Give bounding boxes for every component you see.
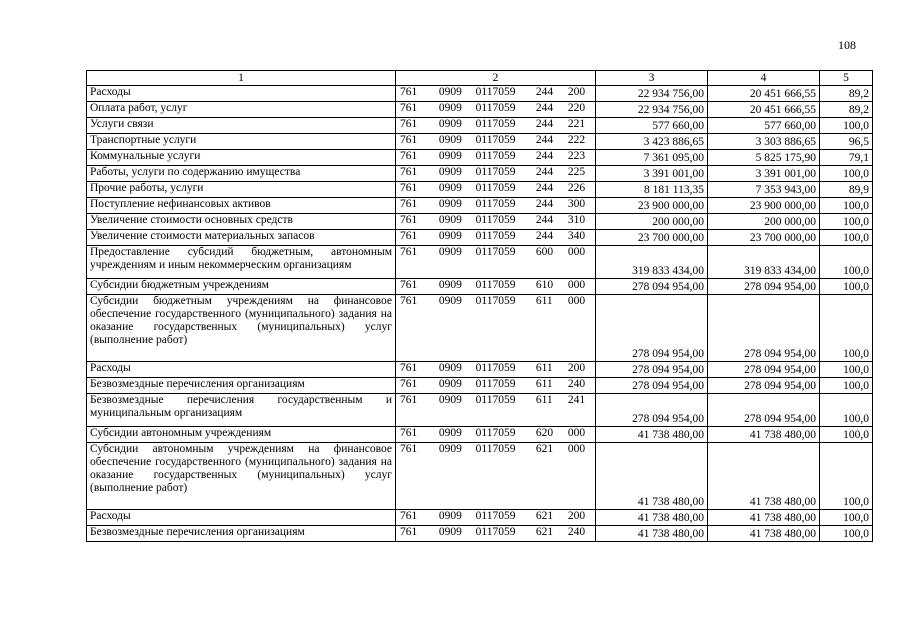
budget-codes-cell xyxy=(396,510,596,526)
budget-codes-cell xyxy=(396,246,596,279)
plan-amount: 319 833 434,00 xyxy=(596,246,708,279)
plan-amount: 278 094 954,00 xyxy=(596,295,708,362)
execution-percent: 100,0 xyxy=(820,166,873,182)
code-section: 0909 xyxy=(438,526,462,538)
code-expense-type: 611 xyxy=(535,362,553,374)
plan-amount: 41 738 480,00 xyxy=(596,510,708,526)
plan-amount: 3 423 886,65 xyxy=(596,134,708,150)
table-header-row xyxy=(87,71,873,86)
actual-amount: 41 738 480,00 xyxy=(708,443,820,510)
code-expense-type: 621 xyxy=(535,526,554,538)
code-expense-type: 621 xyxy=(535,510,554,522)
execution-percent: 100,0 xyxy=(820,118,873,134)
execution-percent: 100,0 xyxy=(820,230,873,246)
row-name: Услуги связи xyxy=(87,118,396,134)
column-header-5: 5 xyxy=(820,71,873,86)
actual-amount: 319 833 434,00 xyxy=(708,246,820,279)
row-name: Работы, услуги по содержанию имущества xyxy=(87,166,396,182)
table-row xyxy=(87,150,873,166)
code-section: 0909 xyxy=(438,378,462,390)
code-grbs: 761 xyxy=(400,394,418,406)
code-kosgu: 240 xyxy=(567,378,586,390)
execution-percent: 89,2 xyxy=(820,86,873,102)
table-row xyxy=(87,378,873,394)
column-header-1: 1 xyxy=(87,71,396,86)
code-section: 0909 xyxy=(438,214,462,226)
code-expense-type: 621 xyxy=(535,443,554,455)
code-grbs: 761 xyxy=(400,427,418,439)
budget-codes-cell xyxy=(396,166,596,182)
row-name: Транспортные услуги xyxy=(87,134,396,150)
actual-amount: 3 391 001,00 xyxy=(708,166,820,182)
table-row xyxy=(87,362,873,378)
actual-amount: 20 451 666,55 xyxy=(708,102,820,118)
table-row xyxy=(87,230,873,246)
table-row xyxy=(87,182,873,198)
row-name: Увеличение стоимости основных средств xyxy=(87,214,396,230)
code-expense-type: 244 xyxy=(535,118,554,130)
actual-amount: 3 303 886,65 xyxy=(708,134,820,150)
execution-percent: 100,0 xyxy=(820,394,873,427)
budget-codes-cell xyxy=(396,295,596,362)
code-kosgu: 200 xyxy=(567,362,586,374)
row-name: Расходы xyxy=(87,362,396,378)
code-section: 0909 xyxy=(438,134,462,146)
column-header-4: 4 xyxy=(708,71,820,86)
execution-percent: 100,0 xyxy=(820,246,873,279)
row-name: Безвозмездные перечисления организациям xyxy=(87,378,396,394)
code-kosgu: 226 xyxy=(567,182,586,194)
code-expense-type: 244 xyxy=(535,102,554,114)
code-grbs: 761 xyxy=(400,526,418,538)
actual-amount: 200 000,00 xyxy=(708,214,820,230)
code-target-article: 0117059 xyxy=(475,378,516,390)
row-name: Расходы xyxy=(87,86,396,102)
table-row xyxy=(87,214,873,230)
table-row xyxy=(87,279,873,295)
row-name: Субсидии автономным учреждениям xyxy=(87,427,396,443)
code-target-article: 0117059 xyxy=(475,166,516,178)
code-grbs: 761 xyxy=(400,279,418,291)
plan-amount: 278 094 954,00 xyxy=(596,378,708,394)
code-grbs: 761 xyxy=(400,198,418,210)
budget-codes-cell xyxy=(396,427,596,443)
code-expense-type: 611 xyxy=(535,394,553,406)
code-section: 0909 xyxy=(438,166,462,178)
code-expense-type: 244 xyxy=(535,134,554,146)
code-target-article: 0117059 xyxy=(475,198,516,210)
code-expense-type: 244 xyxy=(535,198,554,210)
budget-codes-cell xyxy=(396,394,596,427)
code-expense-type: 600 xyxy=(535,246,554,258)
code-grbs: 761 xyxy=(400,510,418,522)
code-grbs: 761 xyxy=(400,443,418,455)
code-kosgu: 000 xyxy=(567,443,586,455)
code-target-article: 0117059 xyxy=(475,182,516,194)
code-grbs: 761 xyxy=(400,230,418,242)
plan-amount: 8 181 113,35 xyxy=(596,182,708,198)
execution-percent: 100,0 xyxy=(820,427,873,443)
code-kosgu: 310 xyxy=(567,214,586,226)
plan-amount: 7 361 095,00 xyxy=(596,150,708,166)
code-section: 0909 xyxy=(438,150,462,162)
execution-percent: 100,0 xyxy=(820,526,873,542)
code-kosgu: 000 xyxy=(567,246,586,258)
plan-amount: 23 700 000,00 xyxy=(596,230,708,246)
code-section: 0909 xyxy=(438,198,462,210)
budget-table xyxy=(86,70,873,542)
execution-percent: 100,0 xyxy=(820,362,873,378)
code-grbs: 761 xyxy=(400,86,418,98)
execution-percent: 89,2 xyxy=(820,102,873,118)
table-row xyxy=(87,198,873,214)
code-grbs: 761 xyxy=(400,295,418,307)
code-kosgu: 000 xyxy=(567,295,586,307)
code-target-article: 0117059 xyxy=(475,443,516,455)
row-name: Субсидии бюджетным учреждениям на финансовое обеспечение государственного (муниципального) задания на оказание государственных (муниципальных) услуг (выполнение работ) xyxy=(87,295,396,362)
plan-amount: 200 000,00 xyxy=(596,214,708,230)
budget-codes-cell xyxy=(396,118,596,134)
code-kosgu: 222 xyxy=(567,134,586,146)
code-grbs: 761 xyxy=(400,102,418,114)
actual-amount: 20 451 666,55 xyxy=(708,86,820,102)
table-row xyxy=(87,102,873,118)
budget-codes-cell xyxy=(396,102,596,118)
execution-percent: 100,0 xyxy=(820,378,873,394)
actual-amount: 278 094 954,00 xyxy=(708,279,820,295)
row-name: Безвозмездные перечисления организациям xyxy=(87,526,396,542)
row-name: Увеличение стоимости материальных запасов xyxy=(87,230,396,246)
plan-amount: 23 900 000,00 xyxy=(596,198,708,214)
execution-percent: 89,9 xyxy=(820,182,873,198)
code-section: 0909 xyxy=(438,443,462,455)
table-row xyxy=(87,86,873,102)
code-target-article: 0117059 xyxy=(475,510,516,522)
table-row xyxy=(87,295,873,362)
code-section: 0909 xyxy=(438,427,462,439)
code-target-article: 0117059 xyxy=(475,526,516,538)
code-kosgu: 220 xyxy=(567,102,586,114)
table-row xyxy=(87,443,873,510)
code-kosgu: 221 xyxy=(567,118,586,130)
code-grbs: 761 xyxy=(400,166,418,178)
execution-percent: 100,0 xyxy=(820,295,873,362)
code-target-article: 0117059 xyxy=(475,86,516,98)
code-target-article: 0117059 xyxy=(475,102,516,114)
budget-codes-cell xyxy=(396,362,596,378)
code-kosgu: 300 xyxy=(567,198,586,210)
code-kosgu: 223 xyxy=(567,150,586,162)
plan-amount: 278 094 954,00 xyxy=(596,279,708,295)
code-section: 0909 xyxy=(438,362,462,374)
actual-amount: 41 738 480,00 xyxy=(708,427,820,443)
code-expense-type: 244 xyxy=(535,230,554,242)
budget-codes-cell xyxy=(396,198,596,214)
row-name: Поступление нефинансовых активов xyxy=(87,198,396,214)
code-expense-type: 620 xyxy=(535,427,554,439)
code-grbs: 761 xyxy=(400,246,418,258)
code-kosgu: 241 xyxy=(567,394,586,406)
actual-amount: 41 738 480,00 xyxy=(708,526,820,542)
row-name: Оплата работ, услуг xyxy=(87,102,396,118)
code-section: 0909 xyxy=(438,182,462,194)
plan-amount: 41 738 480,00 xyxy=(596,443,708,510)
code-grbs: 761 xyxy=(400,362,418,374)
code-section: 0909 xyxy=(438,510,462,522)
table-row xyxy=(87,510,873,526)
actual-amount: 23 700 000,00 xyxy=(708,230,820,246)
actual-amount: 577 660,00 xyxy=(708,118,820,134)
budget-codes-cell xyxy=(396,214,596,230)
code-target-article: 0117059 xyxy=(475,230,516,242)
actual-amount: 278 094 954,00 xyxy=(708,378,820,394)
budget-codes-cell xyxy=(396,378,596,394)
code-section: 0909 xyxy=(438,118,462,130)
code-section: 0909 xyxy=(438,102,462,114)
code-section: 0909 xyxy=(438,86,462,98)
code-target-article: 0117059 xyxy=(475,295,516,307)
row-name: Безвозмездные перечисления государственным и муниципальным организациям xyxy=(87,394,396,427)
table-row xyxy=(87,427,873,443)
column-header-2: 2 xyxy=(396,71,596,86)
execution-percent: 79,1 xyxy=(820,150,873,166)
table-row xyxy=(87,118,873,134)
table-row xyxy=(87,526,873,542)
code-kosgu: 340 xyxy=(567,230,586,242)
actual-amount: 23 900 000,00 xyxy=(708,198,820,214)
code-expense-type: 244 xyxy=(535,182,554,194)
code-expense-type: 244 xyxy=(535,86,554,98)
code-grbs: 761 xyxy=(400,134,418,146)
budget-codes-cell xyxy=(396,150,596,166)
code-target-article: 0117059 xyxy=(475,118,516,130)
column-header-3: 3 xyxy=(596,71,708,86)
plan-amount: 41 738 480,00 xyxy=(596,427,708,443)
plan-amount: 278 094 954,00 xyxy=(596,394,708,427)
execution-percent: 100,0 xyxy=(820,198,873,214)
code-section: 0909 xyxy=(438,279,462,291)
code-grbs: 761 xyxy=(400,378,418,390)
code-expense-type: 611 xyxy=(535,295,553,307)
code-target-article: 0117059 xyxy=(475,134,516,146)
row-name: Предоставление субсидий бюджетным, автономным учреждениям и иным некоммерческим организациям xyxy=(87,246,396,279)
row-name: Субсидии автономным учреждениям на финансовое обеспечение государственного (муниципального) задания на оказание государственных (муниципальных) услуг (выполнение работ) xyxy=(87,443,396,510)
row-name: Субсидии бюджетным учреждениям xyxy=(87,279,396,295)
code-grbs: 761 xyxy=(400,150,418,162)
actual-amount: 278 094 954,00 xyxy=(708,362,820,378)
row-name: Коммунальные услуги xyxy=(87,150,396,166)
code-kosgu: 000 xyxy=(567,279,586,291)
execution-percent: 100,0 xyxy=(820,214,873,230)
table-row xyxy=(87,394,873,427)
execution-percent: 96,5 xyxy=(820,134,873,150)
execution-percent: 100,0 xyxy=(820,279,873,295)
plan-amount: 22 934 756,00 xyxy=(596,86,708,102)
budget-codes-cell xyxy=(396,230,596,246)
code-target-article: 0117059 xyxy=(475,427,516,439)
plan-amount: 577 660,00 xyxy=(596,118,708,134)
budget-codes-cell xyxy=(396,443,596,510)
code-target-article: 0117059 xyxy=(475,214,516,226)
budget-codes-cell xyxy=(396,526,596,542)
code-expense-type: 244 xyxy=(535,166,554,178)
code-section: 0909 xyxy=(438,295,462,307)
code-grbs: 761 xyxy=(400,214,418,226)
code-target-article: 0117059 xyxy=(475,150,516,162)
plan-amount: 22 934 756,00 xyxy=(596,102,708,118)
code-expense-type: 244 xyxy=(535,150,554,162)
actual-amount: 41 738 480,00 xyxy=(708,510,820,526)
plan-amount: 41 738 480,00 xyxy=(596,526,708,542)
code-kosgu: 200 xyxy=(567,86,586,98)
budget-codes-cell xyxy=(396,182,596,198)
actual-amount: 5 825 175,90 xyxy=(708,150,820,166)
code-expense-type: 611 xyxy=(535,378,553,390)
row-name: Расходы xyxy=(87,510,396,526)
plan-amount: 278 094 954,00 xyxy=(596,362,708,378)
code-kosgu: 225 xyxy=(567,166,586,178)
code-kosgu: 200 xyxy=(567,510,586,522)
code-expense-type: 244 xyxy=(535,214,554,226)
table-row xyxy=(87,166,873,182)
code-target-article: 0117059 xyxy=(475,279,516,291)
code-kosgu: 000 xyxy=(567,427,586,439)
actual-amount: 278 094 954,00 xyxy=(708,295,820,362)
execution-percent: 100,0 xyxy=(820,510,873,526)
code-section: 0909 xyxy=(438,230,462,242)
budget-codes-cell xyxy=(396,86,596,102)
code-section: 0909 xyxy=(438,394,462,406)
code-section: 0909 xyxy=(438,246,462,258)
actual-amount: 278 094 954,00 xyxy=(708,394,820,427)
code-expense-type: 610 xyxy=(535,279,554,291)
table-row xyxy=(87,246,873,279)
table-row xyxy=(87,134,873,150)
code-grbs: 761 xyxy=(400,182,418,194)
code-target-article: 0117059 xyxy=(475,394,516,406)
code-grbs: 761 xyxy=(400,118,418,130)
plan-amount: 3 391 001,00 xyxy=(596,166,708,182)
page-number: 108 xyxy=(838,38,856,52)
execution-percent: 100,0 xyxy=(820,443,873,510)
actual-amount: 7 353 943,00 xyxy=(708,182,820,198)
budget-codes-cell xyxy=(396,134,596,150)
code-target-article: 0117059 xyxy=(475,246,516,258)
code-kosgu: 240 xyxy=(567,526,586,538)
row-name: Прочие работы, услуги xyxy=(87,182,396,198)
code-target-article: 0117059 xyxy=(475,362,516,374)
budget-codes-cell xyxy=(396,279,596,295)
